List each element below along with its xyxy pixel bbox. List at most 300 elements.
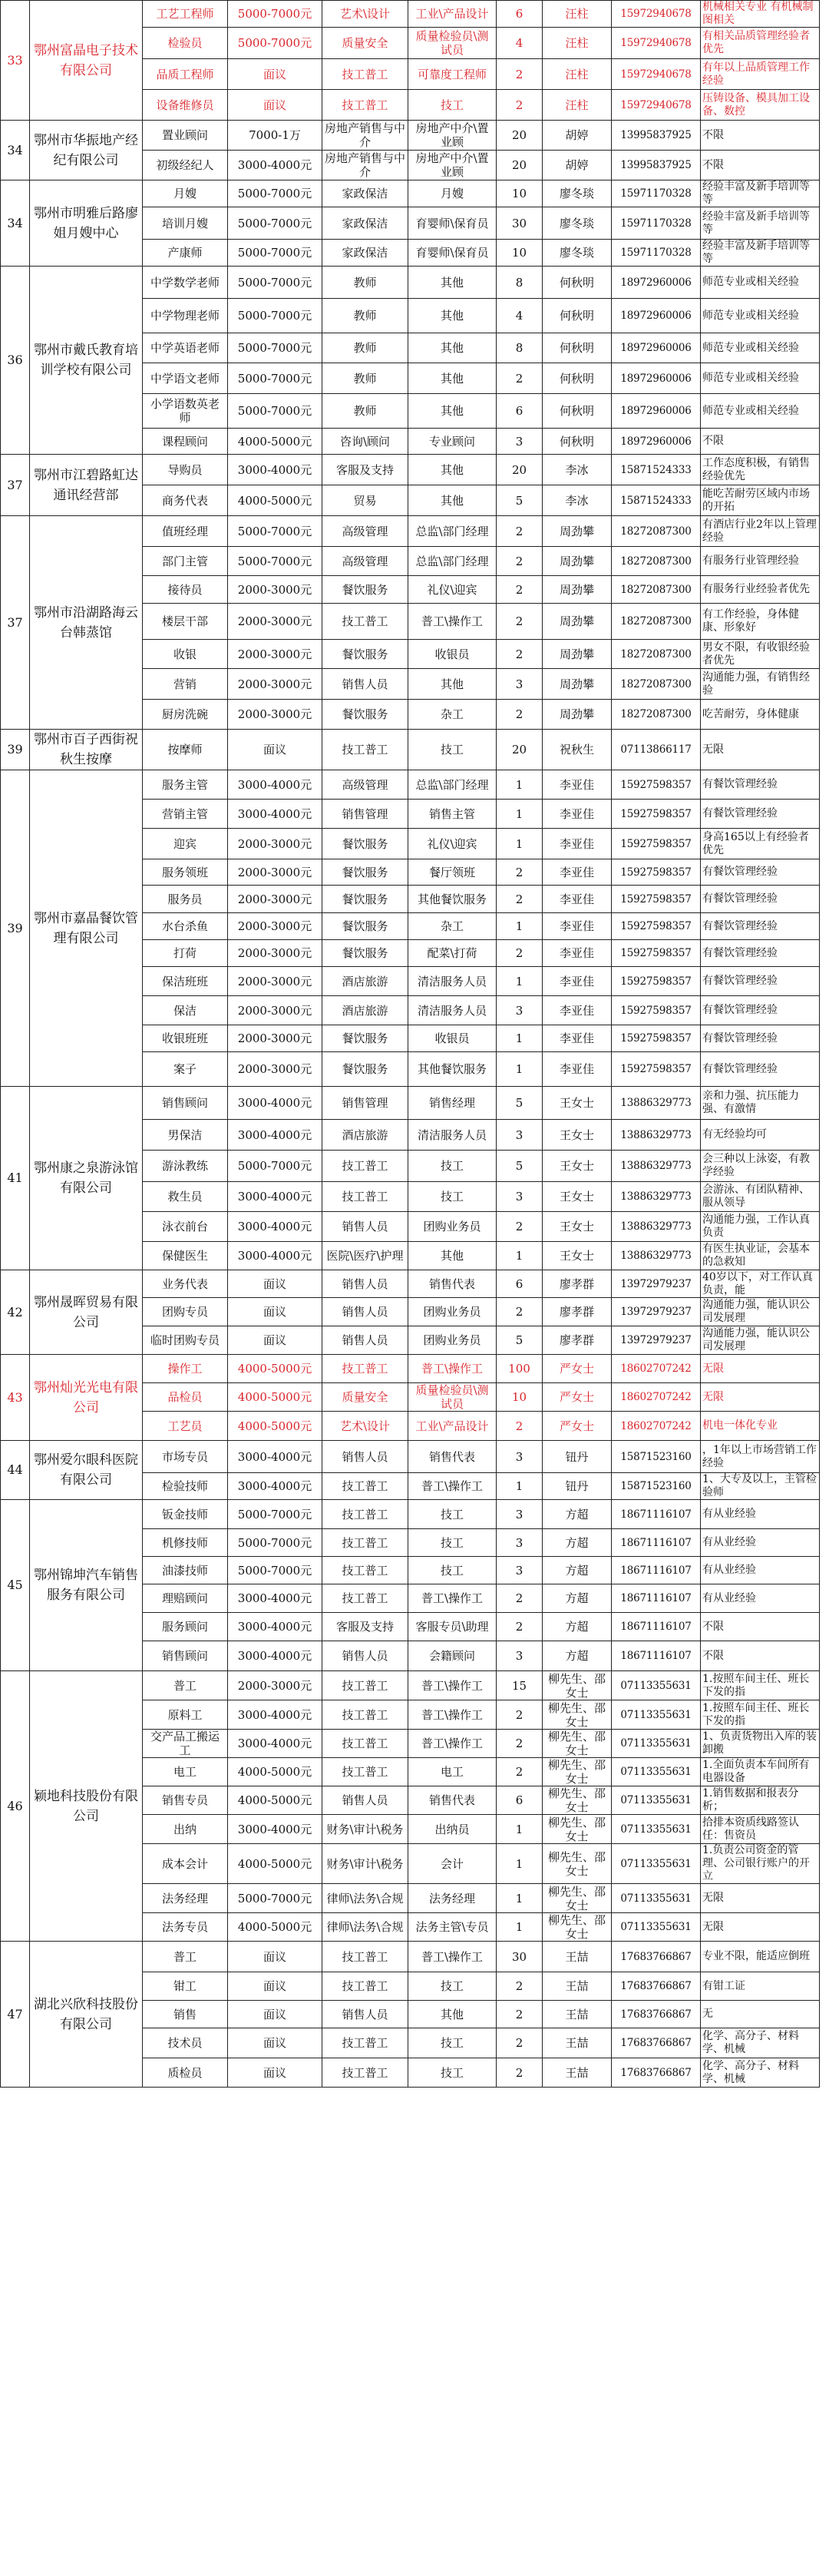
contact-cell: 王女士	[543, 1151, 612, 1182]
headcount-cell: 2	[497, 1758, 543, 1786]
category-cell: 餐饮服务	[322, 913, 408, 940]
table-row	[1, 1, 820, 28]
category-cell: 酒店旅游	[322, 967, 408, 996]
salary-cell: 3000-4000元	[228, 1584, 322, 1613]
phone-cell: 18272087300	[612, 516, 701, 547]
phone-cell: 18671116107	[612, 1641, 701, 1671]
requirement-cell: 有从业经验	[701, 1500, 820, 1529]
salary-cell: 3000-4000元	[228, 1120, 322, 1151]
headcount-cell: 2	[497, 940, 543, 967]
category-cell: 销售人员	[322, 1298, 408, 1326]
requirement-cell: 亲和力强、抗压能力强、有激情	[701, 1087, 820, 1120]
phone-cell: 13886329773	[612, 1182, 701, 1212]
salary-cell: 5000-7000元	[228, 1500, 322, 1529]
phone-cell: 18972960006	[612, 363, 701, 394]
headcount-cell: 1	[497, 829, 543, 859]
phone-cell: 17683766867	[612, 2058, 701, 2088]
position-cell: 案子	[143, 1052, 228, 1087]
contact-cell: 方超	[543, 1500, 612, 1529]
subcategory-cell: 普工\操作工	[408, 1700, 497, 1730]
requirement-cell: 不限	[701, 151, 820, 180]
category-cell: 技工普工	[322, 59, 408, 90]
headcount-cell: 15	[497, 1671, 543, 1700]
salary-cell: 面议	[228, 730, 322, 770]
contact-cell: 廖冬琰	[543, 240, 612, 267]
table-row	[1, 180, 820, 207]
category-cell: 技工普工	[322, 1473, 408, 1500]
requirement-cell: 1、负责货物出入库的装卸搬	[701, 1730, 820, 1758]
contact-cell: 柳先生、邵女士	[543, 1815, 612, 1844]
salary-cell: 5000-7000元	[228, 1884, 322, 1913]
requirement-cell: 有餐饮管理经验	[701, 940, 820, 967]
phone-cell: 18272087300	[612, 576, 701, 604]
contact-cell: 王女士	[543, 1212, 612, 1242]
position-cell: 营销主管	[143, 800, 228, 829]
subcategory-cell: 清洁服务人员	[408, 1120, 497, 1151]
company-name: 鄂州市嘉晶餐饮管理有限公司	[30, 770, 143, 1087]
headcount-cell: 2	[497, 363, 543, 394]
salary-cell: 3000-4000元	[228, 1730, 322, 1758]
subcategory-cell: 房地产中介\置业顾	[408, 151, 497, 180]
phone-cell: 13972979237	[612, 1326, 701, 1355]
category-cell: 餐饮服务	[322, 1025, 408, 1052]
contact-cell: 李亚佳	[543, 967, 612, 996]
requirement-cell: 40岁以下，对工作认真负责，能	[701, 1270, 820, 1298]
phone-cell: 18972960006	[612, 299, 701, 333]
contact-cell: 周劲攀	[543, 604, 612, 640]
requirement-cell: 无	[701, 2001, 820, 2028]
company-name: 鄂州爱尔眼科医院有限公司	[30, 1441, 143, 1500]
position-cell: 保洁班班	[143, 967, 228, 996]
headcount-cell: 1	[497, 770, 543, 800]
requirement-cell: 不限	[701, 429, 820, 455]
phone-cell: 13886329773	[612, 1212, 701, 1242]
category-cell: 客服及支持	[322, 1613, 408, 1641]
headcount-cell: 2	[497, 59, 543, 90]
position-cell: 业务代表	[143, 1270, 228, 1298]
category-cell: 教师	[322, 299, 408, 333]
phone-cell: 07113355631	[612, 1786, 701, 1815]
phone-cell: 18272087300	[612, 669, 701, 700]
salary-cell: 5000-7000元	[228, 299, 322, 333]
subcategory-cell: 普工\操作工	[408, 1942, 497, 1972]
row-number: 37	[1, 455, 30, 516]
phone-cell: 17683766867	[612, 1972, 701, 2001]
category-cell: 餐饮服务	[322, 1052, 408, 1087]
position-cell: 服务员	[143, 886, 228, 913]
subcategory-cell: 技工	[408, 1557, 497, 1584]
salary-cell: 3000-4000元	[228, 1700, 322, 1730]
salary-cell: 4000-5000元	[228, 485, 322, 516]
requirement-cell: 不限	[701, 1641, 820, 1671]
category-cell: 教师	[322, 333, 408, 363]
phone-cell: 18972960006	[612, 333, 701, 363]
position-cell: 团购专员	[143, 1298, 228, 1326]
salary-cell: 4000-5000元	[228, 1786, 322, 1815]
requirement-cell: 无限	[701, 1913, 820, 1942]
phone-cell: 13886329773	[612, 1087, 701, 1120]
headcount-cell: 20	[497, 455, 543, 485]
subcategory-cell: 法务经理	[408, 1884, 497, 1913]
requirement-cell: 经验丰富及新手培训等等	[701, 180, 820, 207]
headcount-cell: 3	[497, 669, 543, 700]
subcategory-cell: 技工	[408, 1500, 497, 1529]
phone-cell: 18972960006	[612, 394, 701, 429]
category-cell: 高级管理	[322, 547, 408, 576]
subcategory-cell: 其他	[408, 333, 497, 363]
salary-cell: 5000-7000元	[228, 1, 322, 28]
headcount-cell: 2	[497, 547, 543, 576]
phone-cell: 17683766867	[612, 1942, 701, 1972]
phone-cell: 18671116107	[612, 1613, 701, 1641]
contact-cell: 周劲攀	[543, 640, 612, 669]
subcategory-cell: 育婴师\保育员	[408, 240, 497, 267]
salary-cell: 2000-3000元	[228, 1025, 322, 1052]
phone-cell: 18272087300	[612, 700, 701, 730]
headcount-cell: 3	[497, 1529, 543, 1557]
category-cell: 质量安全	[322, 28, 408, 59]
table-row	[1, 770, 820, 800]
subcategory-cell: 销售主管	[408, 800, 497, 829]
phone-cell: 15972940678	[612, 28, 701, 59]
position-cell: 厨房洗碗	[143, 700, 228, 730]
contact-cell: 王女士	[543, 1182, 612, 1212]
salary-cell: 3000-4000元	[228, 455, 322, 485]
headcount-cell: 2	[497, 1972, 543, 2001]
phone-cell: 13995837925	[612, 121, 701, 151]
salary-cell: 5000-7000元	[228, 180, 322, 207]
subcategory-cell: 礼仪\迎宾	[408, 829, 497, 859]
category-cell: 财务\审计\税务	[322, 1815, 408, 1844]
subcategory-cell: 配菜\打荷	[408, 940, 497, 967]
phone-cell: 15971170328	[612, 180, 701, 207]
contact-cell: 钮丹	[543, 1441, 612, 1473]
contact-cell: 周劲攀	[543, 547, 612, 576]
requirement-cell: 有从业经验	[701, 1529, 820, 1557]
contact-cell: 廖冬琰	[543, 207, 612, 240]
phone-cell: 18602707242	[612, 1412, 701, 1441]
category-cell: 销售人员	[322, 1641, 408, 1671]
salary-cell: 2000-3000元	[228, 640, 322, 669]
requirement-cell: 师范专业或相关经验	[701, 394, 820, 429]
contact-cell: 王女士	[543, 1120, 612, 1151]
salary-cell: 2000-3000元	[228, 940, 322, 967]
category-cell: 质量安全	[322, 1383, 408, 1412]
table-row	[1, 121, 820, 151]
requirement-cell: 工作态度积极，有销售经验优先	[701, 455, 820, 485]
contact-cell: 柳先生、邵女士	[543, 1730, 612, 1758]
subcategory-cell: 普工\操作工	[408, 1584, 497, 1613]
headcount-cell: 100	[497, 1355, 543, 1383]
row-number: 33	[1, 1, 30, 121]
subcategory-cell: 普工\操作工	[408, 1671, 497, 1700]
phone-cell: 13886329773	[612, 1120, 701, 1151]
headcount-cell: 6	[497, 1786, 543, 1815]
subcategory-cell: 总监\部门经理	[408, 547, 497, 576]
headcount-cell: 2	[497, 886, 543, 913]
salary-cell: 3000-4000元	[228, 151, 322, 180]
phone-cell: 15871524333	[612, 455, 701, 485]
position-cell: 中学物理老师	[143, 299, 228, 333]
salary-cell: 2000-3000元	[228, 913, 322, 940]
requirement-cell: 吃苦耐劳，身体健康	[701, 700, 820, 730]
requirement-cell: 化学、高分子、材料学、机械	[701, 2058, 820, 2088]
contact-cell: 周劲攀	[543, 576, 612, 604]
table-row	[1, 1671, 820, 1700]
phone-cell: 13972979237	[612, 1298, 701, 1326]
subcategory-cell: 总监\部门经理	[408, 516, 497, 547]
headcount-cell: 1	[497, 1473, 543, 1500]
category-cell: 餐饮服务	[322, 886, 408, 913]
salary-cell: 3000-4000元	[228, 1242, 322, 1270]
salary-cell: 面议	[228, 2058, 322, 2088]
category-cell: 高级管理	[322, 770, 408, 800]
salary-cell: 5000-7000元	[228, 1151, 322, 1182]
headcount-cell: 1	[497, 1052, 543, 1087]
company-name: 鄂州市沿湖路海云台韩蒸馆	[30, 516, 143, 730]
row-number: 46	[1, 1671, 30, 1942]
position-cell: 销售顾问	[143, 1087, 228, 1120]
position-cell: 中学英语老师	[143, 333, 228, 363]
contact-cell: 李亚佳	[543, 829, 612, 859]
salary-cell: 2000-3000元	[228, 700, 322, 730]
position-cell: 初级经纪人	[143, 151, 228, 180]
requirement-cell: 无限	[701, 1383, 820, 1412]
salary-cell: 面议	[228, 90, 322, 121]
headcount-cell: 2	[497, 576, 543, 604]
phone-cell: 18671116107	[612, 1557, 701, 1584]
requirement-cell: 拾排本资质线路签认任：售资员	[701, 1815, 820, 1844]
table-row	[1, 730, 820, 770]
subcategory-cell: 技工	[408, 730, 497, 770]
phone-cell: 15927598357	[612, 886, 701, 913]
requirement-cell: 有服务行业经验者优先	[701, 576, 820, 604]
contact-cell: 王女士	[543, 1087, 612, 1120]
phone-cell: 18671116107	[612, 1500, 701, 1529]
salary-cell: 5000-7000元	[228, 1529, 322, 1557]
contact-cell: 李亚佳	[543, 1025, 612, 1052]
position-cell: 中学数学老师	[143, 267, 228, 299]
requirement-cell: 沟通能力强，有销售经验	[701, 669, 820, 700]
company-name: 鄂州市明雅后路廖姐月嫂中心	[30, 180, 143, 267]
subcategory-cell: 专业顾问	[408, 429, 497, 455]
contact-cell: 柳先生、邵女士	[543, 1671, 612, 1700]
phone-cell: 18272087300	[612, 604, 701, 640]
subcategory-cell: 餐厅领班	[408, 859, 497, 886]
phone-cell: 15971170328	[612, 240, 701, 267]
row-number: 47	[1, 1942, 30, 2088]
salary-cell: 5000-7000元	[228, 28, 322, 59]
company-name: 颖地科技股份有限公司	[30, 1671, 143, 1942]
requirement-cell: 无限	[701, 1355, 820, 1383]
contact-cell: 胡婷	[543, 121, 612, 151]
position-cell: 销售专员	[143, 1786, 228, 1815]
requirement-cell: 沟通能力强，能认识公司发展理	[701, 1326, 820, 1355]
subcategory-cell: 其他	[408, 267, 497, 299]
headcount-cell: 10	[497, 180, 543, 207]
contact-cell: 李冰	[543, 485, 612, 516]
phone-cell: 17683766867	[612, 2028, 701, 2058]
headcount-cell: 6	[497, 1270, 543, 1298]
position-cell: 培训月嫂	[143, 207, 228, 240]
headcount-cell: 1	[497, 1913, 543, 1942]
company-name: 鄂州市华振地产经纪有限公司	[30, 121, 143, 180]
salary-cell: 4000-5000元	[228, 429, 322, 455]
category-cell: 技工普工	[322, 1700, 408, 1730]
salary-cell: 2000-3000元	[228, 1052, 322, 1087]
headcount-cell: 2	[497, 1730, 543, 1758]
requirement-cell: 身高165以上有经验者优先	[701, 829, 820, 859]
contact-cell: 何秋明	[543, 267, 612, 299]
table-row	[1, 1500, 820, 1529]
category-cell: 医院\医疗\护理	[322, 1242, 408, 1270]
phone-cell: 15927598357	[612, 1052, 701, 1087]
requirement-cell: 有餐饮管理经验	[701, 967, 820, 996]
category-cell: 技工普工	[322, 1355, 408, 1383]
subcategory-cell: 质量检验员\测试员	[408, 28, 497, 59]
position-cell: 小学语数英老师	[143, 394, 228, 429]
position-cell: 钣金技师	[143, 1500, 228, 1529]
requirement-cell: 沟通能力强，工作认真负责	[701, 1212, 820, 1242]
contact-cell: 李亚佳	[543, 1052, 612, 1087]
phone-cell: 15972940678	[612, 90, 701, 121]
headcount-cell: 3	[497, 996, 543, 1025]
requirement-cell: 有餐饮管理经验	[701, 886, 820, 913]
requirement-cell: 有工作经验，身体健康、形象好	[701, 604, 820, 640]
position-cell: 法务经理	[143, 1884, 228, 1913]
position-cell: 机修技师	[143, 1529, 228, 1557]
subcategory-cell: 工业\产品设计	[408, 1412, 497, 1441]
contact-cell: 胡婷	[543, 151, 612, 180]
position-cell: 质检员	[143, 2058, 228, 2088]
subcategory-cell: 月嫂	[408, 180, 497, 207]
category-cell: 技工普工	[322, 1500, 408, 1529]
phone-cell: 18671116107	[612, 1529, 701, 1557]
company-name: 鄂州晟晖贸易有限公司	[30, 1270, 143, 1355]
subcategory-cell: 杂工	[408, 700, 497, 730]
position-cell: 工艺员	[143, 1412, 228, 1441]
contact-cell: 李冰	[543, 455, 612, 485]
phone-cell: 15927598357	[612, 859, 701, 886]
category-cell: 教师	[322, 394, 408, 429]
company-name: 鄂州锦坤汽车销售服务有限公司	[30, 1500, 143, 1671]
position-cell: 操作工	[143, 1355, 228, 1383]
salary-cell: 4000-5000元	[228, 1383, 322, 1412]
phone-cell: 15927598357	[612, 800, 701, 829]
contact-cell: 柳先生、邵女士	[543, 1844, 612, 1884]
subcategory-cell: 会籍顾问	[408, 1641, 497, 1671]
headcount-cell: 1	[497, 1242, 543, 1270]
position-cell: 原料工	[143, 1700, 228, 1730]
phone-cell: 18671116107	[612, 1584, 701, 1613]
category-cell: 技工普工	[322, 90, 408, 121]
headcount-cell: 5	[497, 1087, 543, 1120]
contact-cell: 何秋明	[543, 299, 612, 333]
contact-cell: 廖孝群	[543, 1270, 612, 1298]
salary-cell: 2000-3000元	[228, 576, 322, 604]
position-cell: 检验技师	[143, 1473, 228, 1500]
requirement-cell: 无限	[701, 730, 820, 770]
row-number: 42	[1, 1270, 30, 1355]
salary-cell: 2000-3000元	[228, 669, 322, 700]
phone-cell: 17683766867	[612, 2001, 701, 2028]
salary-cell: 3000-4000元	[228, 1212, 322, 1242]
salary-cell: 面议	[228, 1298, 322, 1326]
category-cell: 销售人员	[322, 1326, 408, 1355]
position-cell: 值班经理	[143, 516, 228, 547]
category-cell: 酒店旅游	[322, 1120, 408, 1151]
headcount-cell: 2	[497, 640, 543, 669]
salary-cell: 3000-4000元	[228, 1641, 322, 1671]
category-cell: 技工普工	[322, 1529, 408, 1557]
category-cell: 律师\法务\合规	[322, 1884, 408, 1913]
position-cell: 课程顾问	[143, 429, 228, 455]
table-row	[1, 1270, 820, 1298]
headcount-cell: 8	[497, 267, 543, 299]
phone-cell: 18272087300	[612, 640, 701, 669]
salary-cell: 面议	[228, 1270, 322, 1298]
salary-cell: 面议	[228, 1972, 322, 2001]
requirement-cell: 1、大专及以上，主管检验师	[701, 1473, 820, 1500]
category-cell: 技工普工	[322, 2058, 408, 2088]
salary-cell: 2000-3000元	[228, 1671, 322, 1700]
position-cell: 设备维修员	[143, 90, 228, 121]
position-cell: 保洁	[143, 996, 228, 1025]
category-cell: 技工普工	[322, 1182, 408, 1212]
category-cell: 教师	[322, 267, 408, 299]
position-cell: 检验员	[143, 28, 228, 59]
requirement-cell: 有相关品质管理经验者优先	[701, 28, 820, 59]
salary-cell: 5000-7000元	[228, 267, 322, 299]
table-row	[1, 267, 820, 299]
position-cell: 营销	[143, 669, 228, 700]
salary-cell: 面议	[228, 2001, 322, 2028]
headcount-cell: 2	[497, 1700, 543, 1730]
requirement-cell: 师范专业或相关经验	[701, 363, 820, 394]
headcount-cell: 3	[497, 1500, 543, 1529]
position-cell: 男保洁	[143, 1120, 228, 1151]
requirement-cell: 有钳工证	[701, 1972, 820, 2001]
position-cell: 成本会计	[143, 1844, 228, 1884]
headcount-cell: 2	[497, 2058, 543, 2088]
requirement-cell: 男女不限，有收银经验者优先	[701, 640, 820, 669]
category-cell: 家政保洁	[322, 180, 408, 207]
position-cell: 接待员	[143, 576, 228, 604]
row-number: 45	[1, 1500, 30, 1671]
headcount-cell: 30	[497, 1942, 543, 1972]
category-cell: 技工普工	[322, 1671, 408, 1700]
position-cell: 理赔顾问	[143, 1584, 228, 1613]
requirement-cell: 沟通能力强，能认识公司发展理	[701, 1298, 820, 1326]
phone-cell: 15871523160	[612, 1473, 701, 1500]
contact-cell: 柳先生、邵女士	[543, 1758, 612, 1786]
headcount-cell: 5	[497, 1151, 543, 1182]
category-cell: 艺术\设计	[322, 1412, 408, 1441]
headcount-cell: 8	[497, 333, 543, 363]
position-cell: 保健医生	[143, 1242, 228, 1270]
subcategory-cell: 礼仪\迎宾	[408, 576, 497, 604]
contact-cell: 李亚佳	[543, 940, 612, 967]
phone-cell: 07113866117	[612, 730, 701, 770]
category-cell: 技工普工	[322, 2028, 408, 2058]
subcategory-cell: 其他	[408, 1242, 497, 1270]
contact-cell: 李亚佳	[543, 859, 612, 886]
subcategory-cell: 其他	[408, 669, 497, 700]
contact-cell: 王喆	[543, 1972, 612, 2001]
requirement-cell: 有医生执业证，会基本的急救知	[701, 1242, 820, 1270]
phone-cell: 15927598357	[612, 996, 701, 1025]
phone-cell: 15871523160	[612, 1441, 701, 1473]
